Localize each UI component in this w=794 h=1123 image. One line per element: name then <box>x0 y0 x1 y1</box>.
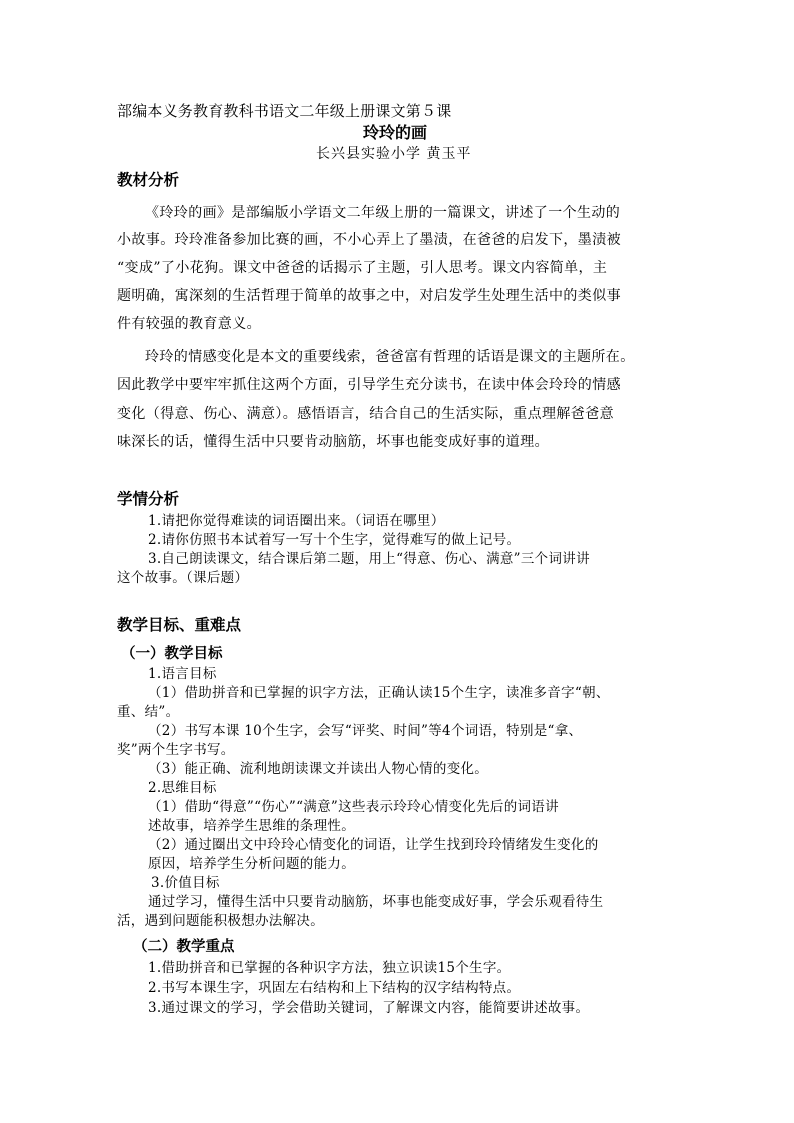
list-item: 3.通过课文的学习，学会借助关键词，了解课文内容，能简要讲述故事。 <box>148 1000 590 1016</box>
paragraph-line: 玲玲的情感变化是本文的重要线索，爸爸富有哲理的话语是课文的主题所在。 <box>145 349 635 365</box>
paragraph-line: 题明确，寓深刻的生活哲理于简单的故事之中，对启发学生处理生活中的类似事 <box>117 288 621 304</box>
paragraph-line: 味深长的话，懂得生活中只要肯动脑筋，坏事也能变成好事的道理。 <box>117 434 549 450</box>
list-item: 1.请把你觉得难读的词语圈出来。（词语在哪里） <box>148 513 445 529</box>
list-item: （1）借助拼音和已掌握的识字方法，正确认读15个生字，读准多音字“朝、 <box>148 685 610 701</box>
list-item: 通过学习，懂得生活中只要肯动脑筋，坏事也能变成好事，学会乐观看待生 <box>148 894 604 910</box>
heading-learning-analysis: 学情分析 <box>117 490 180 508</box>
lesson-title: 玲玲的画 <box>363 123 428 142</box>
list-item: 3.自己朗读课文，结合课后第二题，用上“得意、伤心、满意”三个词讲讲 <box>148 551 590 567</box>
paragraph-line: “变成”了小花狗。课文中爸爸的话揭示了主题，引人思考。课文内容简单，主 <box>117 260 608 276</box>
series-line: 部编本义务教育教科书语文二年级上册课文第５课 <box>117 102 452 120</box>
list-item: 1.借助拼音和已掌握的各种识字方法，独立识读15个生字。 <box>148 960 511 976</box>
heading-textbook-analysis: 教材分析 <box>117 171 180 189</box>
list-item: 2.请你仿照书本试着写一写十个生字，觉得难写的做上记号。 <box>148 532 521 548</box>
list-item: 这个故事。（课后题） <box>117 570 249 586</box>
list-item: （2）通过圈出文中玲玲心情变化的词语，让学生找到玲玲情绪发生变化的 <box>148 837 599 853</box>
list-item: 重、结”。 <box>117 704 180 720</box>
list-item: 奖”两个生字书写。 <box>117 742 235 758</box>
list-item: （3）能正确、流利地朗读课文并读出人物心情的变化。 <box>148 761 489 777</box>
paragraph-line: 变化（得意、伤心、满意）。感悟语言，结合自己的生活实际，重点理解爸爸意 <box>117 406 614 422</box>
list-item: 活，遇到问题能积极想办法解决。 <box>117 913 324 929</box>
list-item: 原因，培养学生分析问题的能力。 <box>148 856 355 872</box>
list-item: （2）书写本课 10个生字，会写“评奖、时间”等4个词语，特别是“拿、 <box>148 723 583 739</box>
section-key-points: （二）教学重点 <box>133 939 235 955</box>
list-item: 述故事，培养学生思维的条理性。 <box>148 818 355 834</box>
paragraph-line: 件有较强的教育意义。 <box>117 316 261 332</box>
paragraph-line: 小故事。玲玲准备参加比赛的画，不小心弄上了墨渍，在爸爸的启发下，墨渍被 <box>117 232 621 248</box>
paragraph-line: 《玲玲的画》是部编版小学语文二年级上册的一篇课文，讲述了一个生动的 <box>145 205 621 221</box>
goal-subtitle: 3.价值目标 <box>151 875 220 891</box>
goal-subtitle: 2.思维目标 <box>148 780 217 796</box>
section-teaching-goals: （一）教学目标 <box>121 646 223 662</box>
goal-subtitle: 1.语言目标 <box>148 666 217 682</box>
list-item: 2.书写本课生字，巩固左右结构和上下结构的汉字结构特点。 <box>148 980 521 996</box>
list-item: （1）借助“得意”“伤心”“满意”这些表示玲玲心情变化先后的词语讲 <box>148 799 559 815</box>
heading-goals: 教学目标、重难点 <box>117 616 242 634</box>
author-line: 长兴县实验小学 黄玉平 <box>316 146 472 162</box>
paragraph-line: 因此教学中要牢牢抓住这两个方面，引导学生充分读书，在读中体会玲玲的情感 <box>117 377 621 393</box>
